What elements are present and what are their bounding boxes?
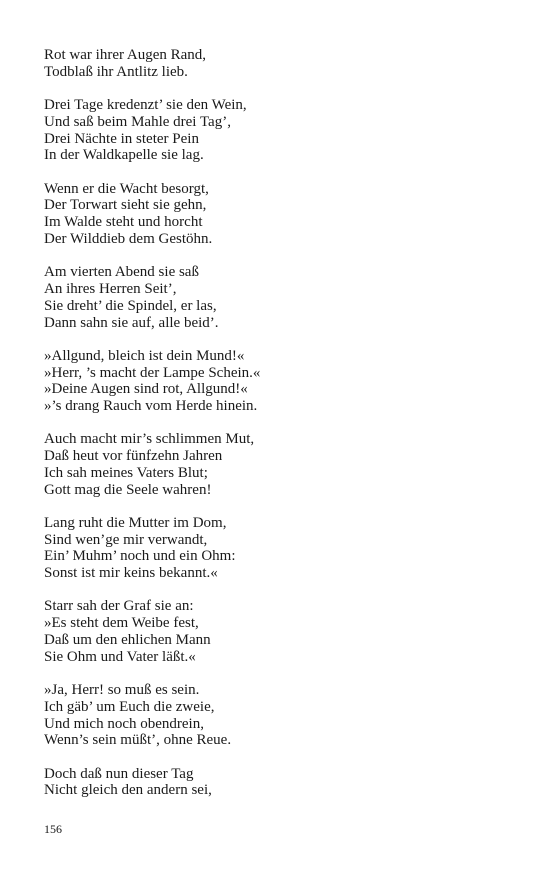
stanza-4	[44, 264, 524, 331]
verse-line: Sonst ist mir keins bekannt.«	[44, 565, 218, 582]
verse-line: »Ja, Herr! so muß es sein.	[44, 682, 200, 699]
stanza-8	[44, 598, 524, 665]
stanza-5	[44, 348, 524, 415]
verse-line: An ihres Herren Seit’,	[44, 280, 177, 297]
verse-line: Wenn er die Wacht besorgt,	[44, 180, 209, 197]
verse-line: Der Torwart sieht sie gehn,	[44, 197, 207, 214]
verse-line: »Allgund, bleich ist dein Mund!«	[44, 347, 245, 364]
verse-line: Nicht gleich den andern sei,	[44, 782, 212, 799]
verse-line: Todblaß ihr Antlitz lieb.	[44, 63, 188, 80]
verse-line: Auch macht mir’s schlimmen Mut,	[44, 431, 255, 448]
verse-line: »Deine Augen sind rot, Allgund!«	[44, 381, 248, 398]
stanza-1	[44, 47, 524, 81]
stanza-10	[44, 766, 524, 800]
verse-line: Sie dreht’ die Spindel, er las,	[44, 297, 217, 314]
verse-line: »’s drang Rauch vom Herde hinein.	[44, 398, 258, 415]
verse-line: Gott mag die Seele wahren!	[44, 481, 212, 498]
verse-line: Rot war ihrer Augen Rand,	[44, 47, 207, 63]
stanza-2	[44, 97, 524, 164]
verse-line: In der Waldkapelle sie lag.	[44, 147, 204, 164]
stanza-3	[44, 181, 524, 248]
stanza-7	[44, 515, 524, 582]
verse-line: Ich sah meines Vaters Blut;	[44, 464, 208, 481]
verse-line: Ein’ Muhm’ noch und ein Ohm:	[44, 548, 236, 565]
verse-line: Drei Nächte in steter Pein	[44, 130, 199, 147]
verse-line: Und mich noch obendrein,	[44, 715, 204, 732]
verse-line: Drei Tage kredenzt’ sie den Wein,	[44, 96, 247, 113]
verse-line: Daß heut vor fünfzehn Jahren	[44, 448, 223, 465]
verse-line: Lang ruht die Mutter im Dom,	[44, 514, 227, 531]
verse-line: Daß um den ehlichen Mann	[44, 632, 211, 649]
verse-line: Ich gäb’ um Euch die zweie,	[44, 698, 215, 715]
verse-line: Der Wilddieb dem Gestöhn.	[44, 230, 213, 247]
verse-line: Sind wen’ge mir verwandt,	[44, 531, 208, 548]
stanza-6	[44, 431, 524, 498]
page-number: 156	[44, 822, 62, 836]
verse-line: Wenn’s sein müßt’, ohne Reue.	[44, 732, 232, 749]
verse-line: Am vierten Abend sie saß	[44, 264, 199, 281]
stanza-9	[44, 682, 524, 749]
verse-line: »Herr, ’s macht der Lampe Schein.«	[44, 364, 261, 381]
verse-line: Sie Ohm und Vater läßt.«	[44, 648, 196, 665]
verse-line: Doch daß nun dieser Tag	[44, 765, 194, 782]
verse-line: Dann sahn sie auf, alle beid’.	[44, 314, 219, 331]
verse-line: Im Walde steht und horcht	[44, 214, 203, 231]
verse-line: »Es steht dem Weibe fest,	[44, 615, 199, 632]
verse-line: Starr sah der Graf sie an:	[44, 598, 194, 615]
poem-text	[44, 47, 524, 816]
verse-line: Und saß beim Mahle drei Tag’,	[44, 113, 231, 130]
